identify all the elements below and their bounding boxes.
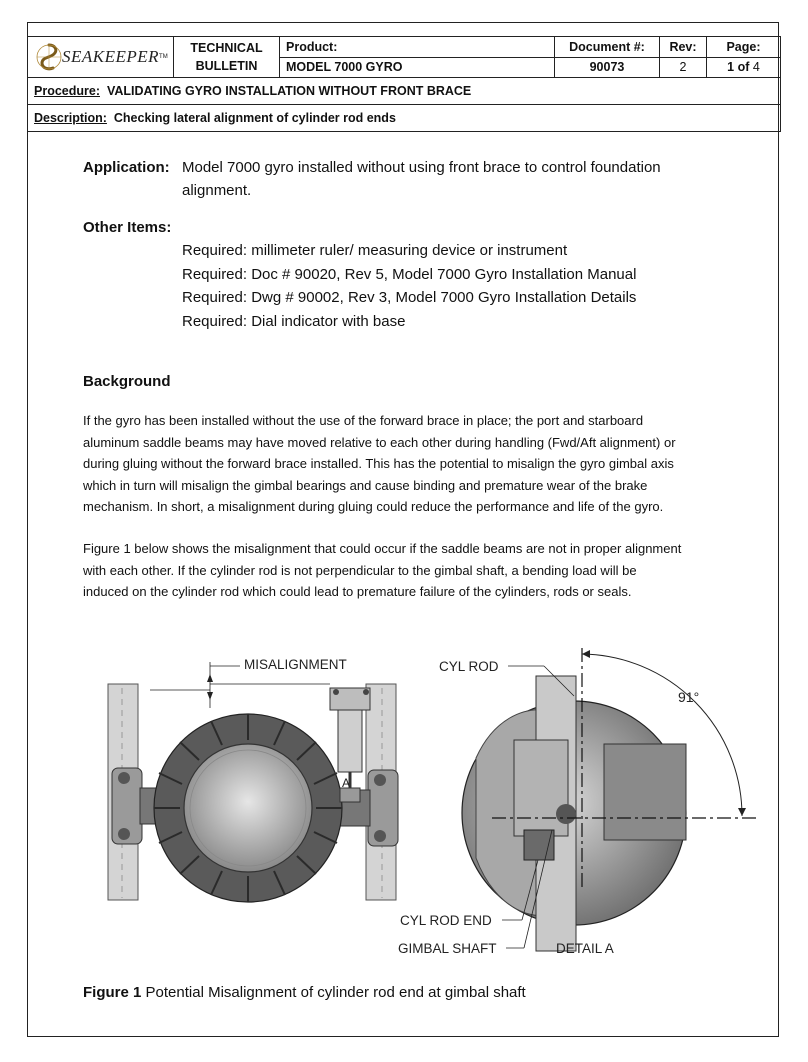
caption-label: Figure 1 (83, 984, 142, 1001)
rev-value: 2 (660, 57, 707, 78)
gimbal-shaft-label: GIMBAL SHAFT (398, 941, 497, 956)
document-value: 90073 (555, 57, 660, 78)
page-current: 1 of (727, 60, 750, 75)
paragraph-line: Figure 1 below shows the misalignment that could occur if the saddle beams are not in proper alignment (83, 540, 682, 556)
description-label: Description: (34, 111, 107, 125)
other-items-list (182, 239, 733, 333)
bulletin-line-1: TECHNICAL (190, 41, 263, 55)
description-value: Checking lateral alignment of cylinder rod ends (113, 111, 396, 125)
background-paragraph-1 (83, 410, 733, 518)
rev-label: Rev: (660, 37, 707, 58)
detail-a-label: DETAIL A (556, 941, 614, 956)
gyro-assembly-drawing (108, 657, 398, 902)
logo-cell (28, 37, 174, 78)
application-label: Application: (83, 159, 170, 176)
figure-caption (83, 984, 526, 1001)
paragraph-line: mechanism. In short, a misalignment during gluing could reduce the performance and life of the gyro. (83, 499, 664, 515)
logo-tm: TM (159, 54, 168, 60)
caption-text: Potential Misalignment of cylinder rod end at gimbal shaft (141, 984, 526, 1001)
logo-emblem-icon (36, 42, 62, 72)
procedure-value: VALIDATING GYRO INSTALLATION WITHOUT FRONT BRACE (106, 84, 472, 98)
required-item: Required: Doc # 90020, Rev 5, Model 7000 Gyro Installation Manual (182, 265, 637, 283)
required-item: Required: Dwg # 90002, Rev 3, Model 7000 Gyro Installation Details (182, 289, 637, 306)
cyl-rod-end-label: CYL ROD END (400, 913, 492, 928)
application-line-2: alignment. (182, 182, 252, 199)
description-row (28, 105, 781, 132)
background-title: Background (83, 373, 171, 390)
page-label: Page: (707, 37, 781, 58)
paragraph-line: If the gyro has been installed without the use of the forward brace in place; the port and starboard (83, 413, 644, 428)
header-table (27, 36, 781, 132)
paragraph-line: aluminum saddle beams may have moved relative to each other during handling (Fwd/Aft alignment) or (83, 434, 676, 450)
other-items-label: Other Items: (83, 219, 172, 236)
paragraph-line: induced on the cylinder rod which could lead to premature failure of the cylinders, rods or seals. (83, 584, 632, 600)
logo-text: SEAKEEPER (62, 47, 160, 66)
bulletin-line-2: BULLETIN (195, 59, 258, 73)
content (83, 156, 733, 603)
paragraph-line: which in turn will misalign the gimbal bearings and cause binding and premature wear of the brake (83, 477, 648, 493)
bulletin-cell (174, 37, 280, 78)
detail-callout-a: A (342, 776, 351, 790)
document-label: Document #: (555, 37, 660, 58)
product-value: MODEL 7000 GYRO (280, 57, 555, 78)
seakeeper-logo (28, 37, 173, 77)
application-line-1: Model 7000 gyro installed without using front brace to control foundation (182, 159, 661, 176)
procedure-label: Procedure: (34, 84, 100, 98)
misalignment-figure (104, 648, 764, 968)
page-total: 4 (752, 60, 760, 75)
application-text (182, 156, 661, 202)
misalignment-label: MISALIGNMENT (244, 657, 347, 672)
application-section (83, 156, 733, 202)
required-item: Required: Dial indicator with base (182, 312, 406, 330)
background-paragraph-2 (83, 538, 733, 603)
procedure-row (28, 78, 781, 105)
page-value (707, 57, 781, 78)
required-item: Required: millimeter ruler/ measuring device or instrument (182, 242, 568, 259)
detail-a-drawing (398, 648, 759, 956)
paragraph-line: during gluing without the forward brace installed. This has the potential to misalign the gyro gimbal axis (83, 456, 674, 472)
cyl-rod-label: CYL ROD (439, 659, 499, 674)
angle-label: 91° (678, 689, 700, 705)
product-label: Product: (280, 37, 555, 58)
paragraph-line: with each other. If the cylinder rod is not perpendicular to the gimbal shaft, a bending load will be (83, 562, 637, 578)
